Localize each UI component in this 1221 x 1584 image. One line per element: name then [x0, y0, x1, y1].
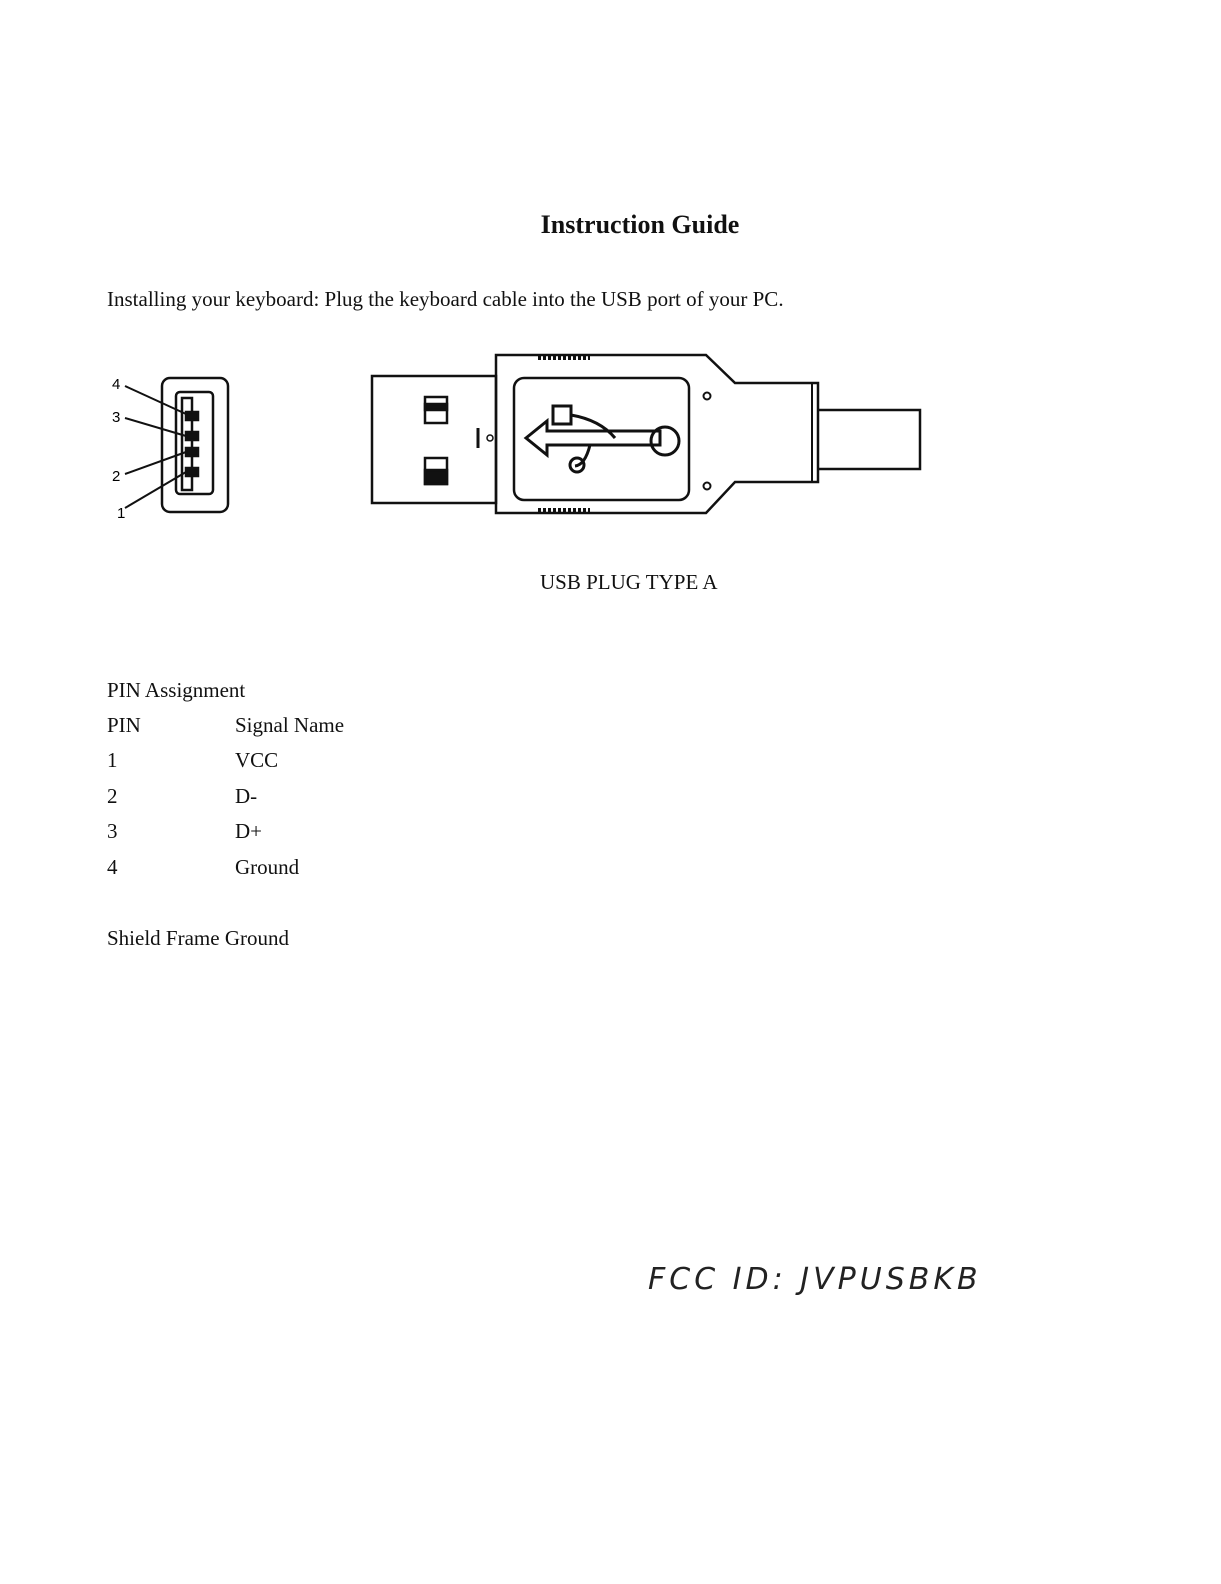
figure-caption: USB PLUG TYPE A — [540, 570, 718, 594]
pin-label-2: 2 — [112, 468, 121, 485]
pin-column-header: PIN — [107, 713, 141, 737]
table-row — [107, 855, 507, 880]
pin-number: 4 — [107, 855, 118, 879]
page-title: Instruction Guide — [540, 210, 740, 239]
signal-name: D- — [235, 784, 258, 808]
pin-number: 3 — [107, 819, 118, 843]
table-header — [107, 713, 507, 738]
usb-trident-icon — [526, 406, 679, 472]
pin-number: 1 — [107, 748, 118, 772]
usb-receptacle-drawing — [125, 378, 228, 512]
fcc-id-handwritten: FCC ID: JVPUSBKB — [648, 1262, 982, 1297]
signal-name: VCC — [235, 748, 279, 772]
pin-number: 2 — [107, 784, 118, 808]
table-row — [107, 819, 507, 844]
pin-label-3: 3 — [112, 409, 121, 426]
pin-label-1: 1 — [117, 505, 126, 522]
pin-assignment-heading: PIN Assignment — [107, 678, 246, 702]
usb-plug-drawing — [372, 355, 920, 513]
table-row — [107, 748, 507, 773]
signal-name: Ground — [235, 855, 300, 879]
signal-column-header: Signal Name — [235, 713, 345, 737]
signal-name: D+ — [235, 819, 263, 843]
install-instruction: Installing your keyboard: Plug the keyboard cable into the USB port of your PC. — [107, 287, 784, 311]
pin-label-4: 4 — [112, 376, 121, 393]
table-row — [107, 784, 507, 809]
shield-note: Shield Frame Ground — [107, 926, 289, 950]
